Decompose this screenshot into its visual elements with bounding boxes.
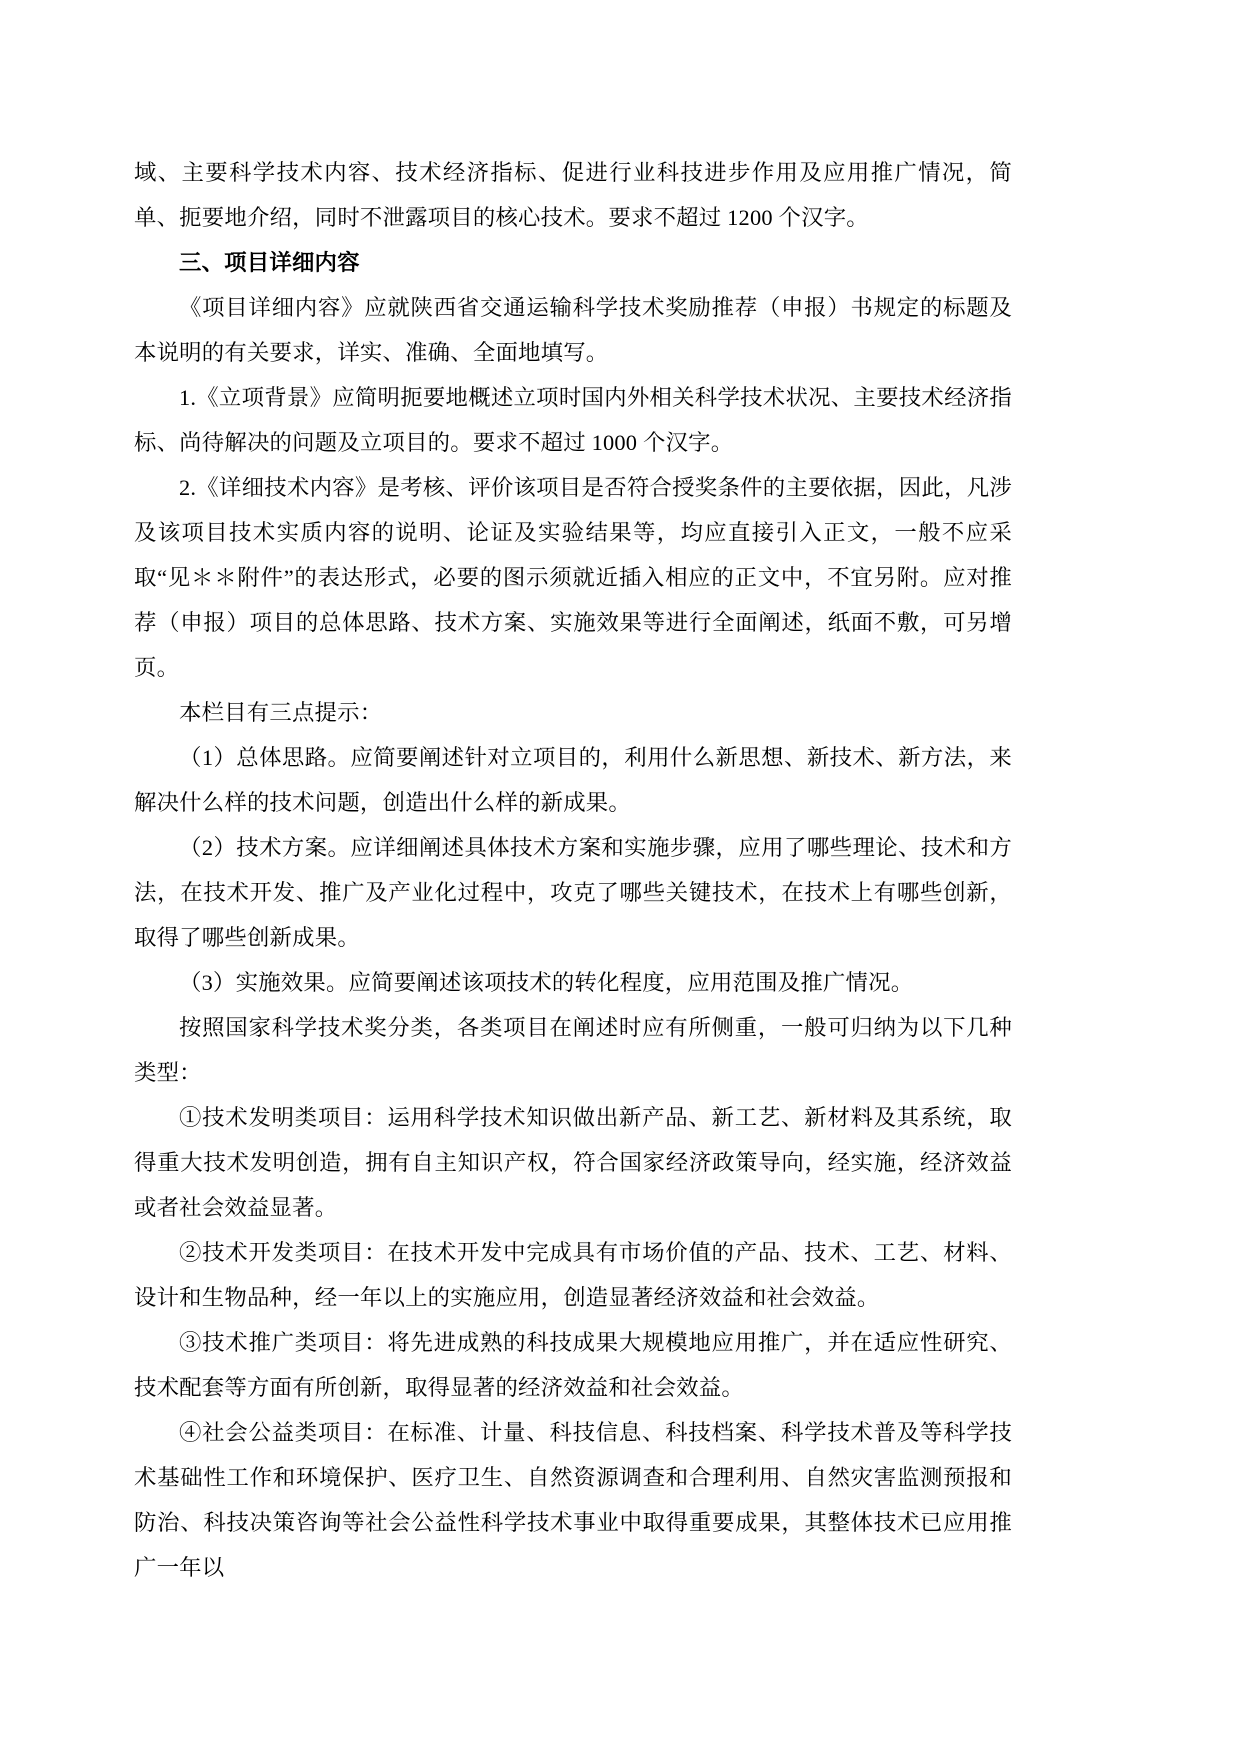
- paragraph: 域、主要科学技术内容、技术经济指标、促进行业科技进步作用及应用推广情况，简单、扼要地介绍，同时不泄露项目的核心技术。要求不超过 1200 个汉字。: [134, 160, 1012, 230]
- paragraph: 按照国家科学技术奖分类，各类项目在阐述时应有所侧重，一般可归纳为以下几种类型：: [134, 1015, 1012, 1085]
- section-heading: 三、项目详细内容: [179, 250, 360, 275]
- paragraph: （2）技术方案。应详细阐述具体技术方案和实施步骤，应用了哪些理论、技术和方法，在技术开发、推广及产业化过程中，攻克了哪些关键技术，在技术上有哪些创新，取得了哪些创新成果。: [134, 835, 1012, 950]
- paragraph: ④社会公益类项目：在标准、计量、科技信息、科技档案、科学技术普及等科学技术基础性工作和环境保护、医疗卫生、自然资源调查和合理利用、自然灾害监测预报和防治、科技决策咨询等社会公益性科学技术事业中取得重要成果，其整体技术已应用推广一年以: [134, 1420, 1012, 1580]
- paragraph: 本栏目有三点提示：: [179, 700, 383, 725]
- paragraph: （1）总体思路。应简要阐述针对立项目的，利用什么新思想、新技术、新方法，来解决什么样的技术问题，创造出什么样的新成果。: [134, 745, 1012, 815]
- document-content: [134, 150, 1012, 1590]
- paragraph: 2.《详细技术内容》是考核、评价该项目是否符合授奖条件的主要依据，因此，凡涉及该项目技术实质内容的说明、论证及实验结果等，均应直接引入正文，一般不应采取“见＊＊附件”的表达形式，必要的图示须就近插入相应的正文中，不宜另附。应对推荐（申报）项目的总体思路、技术方案、实施效果等进行全面阐述，纸面不敷，可另增页。: [134, 475, 1012, 680]
- paragraph: ②技术开发类项目：在技术开发中完成具有市场价值的产品、技术、工艺、材料、设计和生物品种，经一年以上的实施应用，创造显著经济效益和社会效益。: [134, 1240, 1012, 1310]
- paragraph: （3）实施效果。应简要阐述该项技术的转化程度，应用范围及推广情况。: [179, 970, 914, 995]
- paragraph: ③技术推广类项目：将先进成熟的科技成果大规模地应用推广，并在适应性研究、技术配套等方面有所创新，取得显著的经济效益和社会效益。: [134, 1330, 1012, 1400]
- paragraph: 《项目详细内容》应就陕西省交通运输科学技术奖励推荐（申报）书规定的标题及本说明的有关要求，详实、准确、全面地填写。: [134, 295, 1012, 365]
- paragraph: ①技术发明类项目：运用科学技术知识做出新产品、新工艺、新材料及其系统，取得重大技术发明创造，拥有自主知识产权，符合国家经济政策导向，经实施，经济效益或者社会效益显著。: [134, 1105, 1012, 1220]
- paragraph: 1.《立项背景》应简明扼要地概述立项时国内外相关科学技术状况、主要技术经济指标、尚待解决的问题及立项目的。要求不超过 1000 个汉字。: [134, 385, 1012, 455]
